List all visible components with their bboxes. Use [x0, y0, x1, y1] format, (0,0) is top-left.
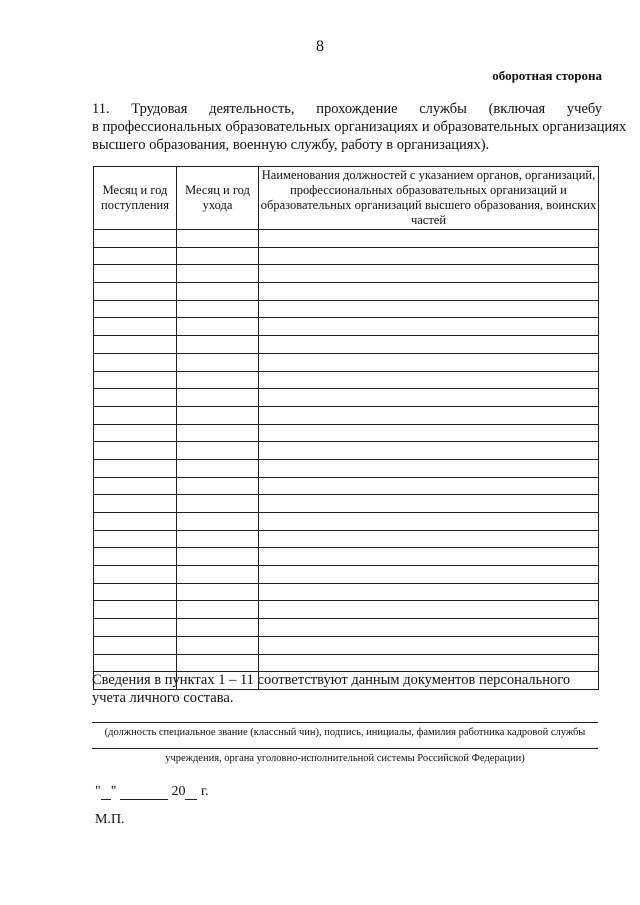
table-row — [94, 247, 599, 265]
start-date-cell[interactable] — [94, 265, 177, 283]
position-cell[interactable] — [259, 283, 599, 301]
position-cell[interactable] — [259, 406, 599, 424]
end-date-cell[interactable] — [177, 371, 259, 389]
end-date-cell[interactable] — [177, 442, 259, 460]
end-date-cell[interactable] — [177, 530, 259, 548]
position-cell[interactable] — [259, 530, 599, 548]
position-cell[interactable] — [259, 230, 599, 248]
position-cell[interactable] — [259, 654, 599, 672]
table-row — [94, 389, 599, 407]
start-date-cell[interactable] — [94, 654, 177, 672]
position-cell[interactable] — [259, 371, 599, 389]
end-date-cell[interactable] — [177, 601, 259, 619]
intro-line-3: высшего образования, военную службу, работу в организациях). — [92, 137, 490, 153]
start-date-cell[interactable] — [94, 406, 177, 424]
start-date-cell[interactable] — [94, 247, 177, 265]
table-row — [94, 442, 599, 460]
end-date-cell[interactable] — [177, 230, 259, 248]
start-date-cell[interactable] — [94, 300, 177, 318]
table-row — [94, 371, 599, 389]
start-date-cell[interactable] — [94, 353, 177, 371]
end-date-cell[interactable] — [177, 424, 259, 442]
intro-line-1: 11. Трудовая деятельность, прохождение службы (включая учебу — [92, 101, 602, 117]
table-row — [94, 495, 599, 513]
table-row — [94, 566, 599, 584]
table-row — [94, 318, 599, 336]
header-position: Наименования должностей с указанием органов, организаций, профессиональных образовательных организаций и образовательных организаций высшего образования, воинских частей — [259, 167, 599, 230]
table-row — [94, 601, 599, 619]
start-date-cell[interactable] — [94, 566, 177, 584]
start-date-cell[interactable] — [94, 442, 177, 460]
table-row — [94, 459, 599, 477]
position-cell[interactable] — [259, 353, 599, 371]
position-cell[interactable] — [259, 513, 599, 531]
day-field[interactable] — [101, 783, 111, 800]
date-line: " " 20 г. — [95, 784, 209, 799]
start-date-cell[interactable] — [94, 495, 177, 513]
position-cell[interactable] — [259, 265, 599, 283]
end-date-cell[interactable] — [177, 247, 259, 265]
position-cell[interactable] — [259, 247, 599, 265]
table-row — [94, 654, 599, 672]
end-date-cell[interactable] — [177, 353, 259, 371]
attestation-text: Сведения в пунктах 1 – 11 соответствуют данным документов персонального учета личного состава. — [92, 672, 571, 706]
side-label: оборотная сторона — [492, 68, 602, 83]
position-cell[interactable] — [259, 619, 599, 637]
section-11-intro — [92, 100, 627, 154]
end-date-cell[interactable] — [177, 654, 259, 672]
start-date-cell[interactable] — [94, 424, 177, 442]
table-header-row — [94, 167, 599, 230]
end-date-cell[interactable] — [177, 583, 259, 601]
start-date-cell[interactable] — [94, 459, 177, 477]
start-date-cell[interactable] — [94, 283, 177, 301]
table-row — [94, 477, 599, 495]
intro-line-2: в профессиональных образовательных организациях и образовательных организациях — [92, 119, 627, 135]
table-row — [94, 530, 599, 548]
start-date-cell[interactable] — [94, 619, 177, 637]
position-cell[interactable] — [259, 548, 599, 566]
table-row — [94, 548, 599, 566]
start-date-cell[interactable] — [94, 371, 177, 389]
signature-line[interactable] — [92, 722, 598, 723]
position-cell[interactable] — [259, 459, 599, 477]
start-date-cell[interactable] — [94, 548, 177, 566]
position-cell[interactable] — [259, 442, 599, 460]
table-row — [94, 336, 599, 354]
page-number: 8 — [316, 38, 324, 55]
position-cell[interactable] — [259, 389, 599, 407]
work-history-table — [93, 166, 599, 690]
end-date-cell[interactable] — [177, 636, 259, 654]
end-date-cell[interactable] — [177, 548, 259, 566]
position-cell[interactable] — [259, 583, 599, 601]
month-field[interactable] — [120, 783, 168, 800]
end-date-cell[interactable] — [177, 619, 259, 637]
position-cell[interactable] — [259, 477, 599, 495]
table-row — [94, 583, 599, 601]
stamp-label: М.П. — [95, 812, 125, 827]
position-cell[interactable] — [259, 566, 599, 584]
table-row — [94, 283, 599, 301]
table-row — [94, 230, 599, 248]
table-row — [94, 406, 599, 424]
table-row — [94, 424, 599, 442]
table-row — [94, 300, 599, 318]
table-row — [94, 636, 599, 654]
start-date-cell[interactable] — [94, 513, 177, 531]
signature-caption-2: учреждения, органа уголовно-исполнительной системы Российской Федерации) — [165, 753, 525, 764]
end-date-cell[interactable] — [177, 495, 259, 513]
end-date-cell[interactable] — [177, 336, 259, 354]
header-start-date: Месяц и год поступления — [94, 167, 177, 230]
year-field[interactable] — [185, 783, 197, 800]
position-cell[interactable] — [259, 318, 599, 336]
start-date-cell[interactable] — [94, 389, 177, 407]
end-date-cell[interactable] — [177, 566, 259, 584]
table-row — [94, 265, 599, 283]
position-cell[interactable] — [259, 336, 599, 354]
position-cell[interactable] — [259, 495, 599, 513]
end-date-cell[interactable] — [177, 283, 259, 301]
start-date-cell[interactable] — [94, 230, 177, 248]
start-date-cell[interactable] — [94, 318, 177, 336]
start-date-cell[interactable] — [94, 601, 177, 619]
end-date-cell[interactable] — [177, 459, 259, 477]
start-date-cell[interactable] — [94, 530, 177, 548]
position-cell[interactable] — [259, 636, 599, 654]
start-date-cell[interactable] — [94, 477, 177, 495]
start-date-cell[interactable] — [94, 583, 177, 601]
position-cell[interactable] — [259, 601, 599, 619]
position-cell[interactable] — [259, 300, 599, 318]
end-date-cell[interactable] — [177, 318, 259, 336]
end-date-cell[interactable] — [177, 300, 259, 318]
end-date-cell[interactable] — [177, 389, 259, 407]
section-number: 11. — [92, 101, 110, 117]
table-row — [94, 353, 599, 371]
signature-caption-1: (должность специальное звание (классный чин), подпись, инициалы, фамилия работника кадровой службы — [104, 727, 586, 738]
table-row — [94, 619, 599, 637]
end-date-cell[interactable] — [177, 513, 259, 531]
header-end-date: Месяц и год ухода — [177, 167, 259, 230]
start-date-cell[interactable] — [94, 336, 177, 354]
position-cell[interactable] — [259, 424, 599, 442]
table-body — [94, 230, 599, 690]
signature-line-2[interactable] — [92, 748, 598, 749]
end-date-cell[interactable] — [177, 477, 259, 495]
table-row — [94, 513, 599, 531]
start-date-cell[interactable] — [94, 636, 177, 654]
end-date-cell[interactable] — [177, 265, 259, 283]
end-date-cell[interactable] — [177, 406, 259, 424]
